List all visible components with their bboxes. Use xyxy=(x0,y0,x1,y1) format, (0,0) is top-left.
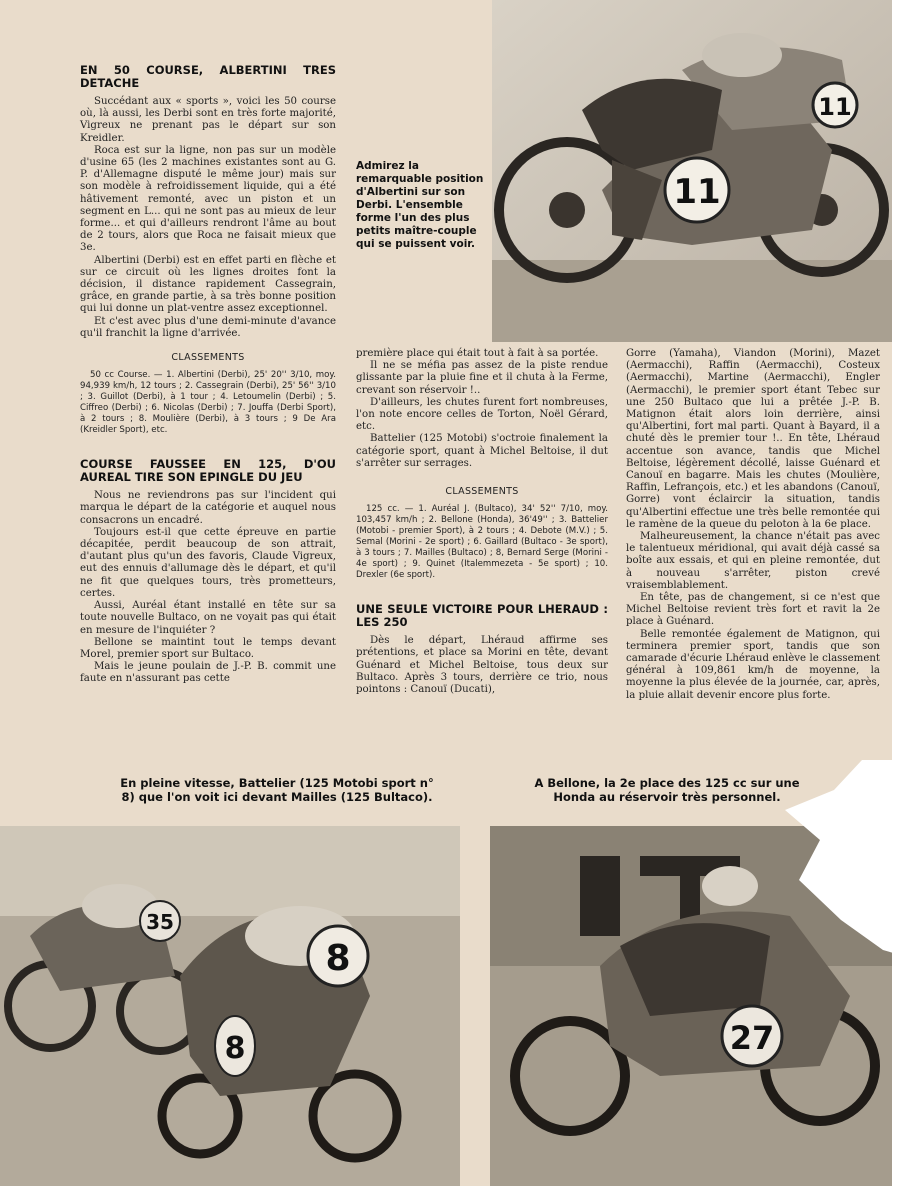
heading-250cc: UNE SEULE VICTOIRE POUR LHERAUD : LES 250 xyxy=(356,602,608,630)
heading-50cc: EN 50 COURSE, ALBERTINI TRES DETACHE xyxy=(80,63,336,90)
results-50cc xyxy=(80,370,336,436)
paragraph: Dès le départ, Lhéraud affirme ses prétentions, et place sa Morini en tête, devant Guénard et Michel Beltoise, tous deux sur Bultaco. Après 3 tours, derrière ce trio, nous pointons : Canouï (Ducati), xyxy=(356,635,608,696)
paragraph: En tête, pas de changement, si ce n'est que Michel Beltoise revient très fort et ravit la 2e place à Guénard. xyxy=(626,592,880,628)
photo-battelier-mailles xyxy=(0,826,460,1186)
caption-bottom-left: En pleine vitesse, Battelier (125 Motobi sport n° 8) que l'on voit ici devant Mailles (125 Bultaco). xyxy=(120,776,434,804)
paragraph: Belle remontée également de Matignon, qui terminera premier sport, tandis que son camarade d'écurie Lhéraud enlève le classement général à 109,861 km/h de moyenne, la moyenne la plus élevée de la journée, car, après, la pluie allait devenir encore plus forte. xyxy=(626,628,880,701)
heading-125cc: COURSE FAUSSEE EN 125, D'OU AUREAL TIRE SON EPINGLE DU JEU xyxy=(80,457,336,485)
paragraph: Et c'est avec plus d'une demi-minute d'avance qu'il franchit la ligne d'arrivée. xyxy=(80,315,336,339)
results-125cc-text: 125 cc. — 1. Auréal J. (Bultaco), 34' 52'' 7/10, moy. 103,457 km/h ; 2. Bellone (Honda), 36'49'' ; 3. Battelier (Motobi - premier Sport), à 2 tours ; 4. Debote (M.V.) ; 5. Semal (Morini - 2e sport) ; 6. Gaillard (Bultaco - 3e sport), à 3 tours ; 7. Mailles (Bultaco) ; 8, Bernard Serge (Morini - 4e sport) ; 9. Quinet (Italemmezeta - 5e sport) ; 10. Drexler (6e sport). xyxy=(356,504,608,581)
bike-number-8-side: 8 xyxy=(325,938,351,979)
bike-number-11-front: 11 xyxy=(673,172,721,212)
column-2 xyxy=(356,348,608,696)
photo-albertini-graphic xyxy=(492,0,892,342)
paragraph: Nous ne reviendrons pas sur l'incident qui marqua le départ de la catégorie et auquel nous consacrons un encadré. xyxy=(80,490,336,526)
bike-number-27: 27 xyxy=(729,1019,775,1057)
bike-number-35: 35 xyxy=(146,910,174,934)
paragraph: D'ailleurs, les chutes furent fort nombreuses, l'on note encore celles de Torton, Noël Gérard, etc. xyxy=(356,396,608,433)
bike-number-8-front: 8 xyxy=(224,1031,246,1066)
bike-number-11-rear: 11 xyxy=(818,93,852,121)
paragraph: première place qui était tout à fait à sa portée. xyxy=(356,348,599,359)
paragraph: Gorre (Yamaha), Viandon (Morini), Mazet (Aermacchi), Raffin (Aermacchi), Costeux (Aermacchi), Martine (Aermacchi), Engler (Aermacchi), le premier sport étant Tebec sur une 250 Bultaco que lui a prêtée J.-P. B. Matignon était alors loin derrière, ainsi qu'Albertini, fort mal parti. Quant à Bayard, il a chuté dès le premier tour !.. En tête, Lhéraud accentue son avance, tandis que Michel Beltoise, légèrement décollé, laisse Guénard et Canouï en bagarre. Mais les chutes (Moulière, Raffin, Lefrançois, etc.) et les abandons (Canouï, Gorre) vont éclaircir la situation, tandis qu'Albertini effectue une très belle remontée qui le ramène de la queue du peloton à la 6e place. xyxy=(626,348,880,530)
photo-battelier-graphic xyxy=(0,826,460,1186)
paragraph: Bellone se maintint tout le temps devant Morel, premier sport sur Bultaco. xyxy=(80,636,336,660)
column-1 xyxy=(80,64,336,686)
classements-title: CLASSEMENTS xyxy=(171,352,245,364)
caption-top-photo: Admirez la remarquable position d'Albertini sur son Derbi. L'ensemble forme l'un des plus petits maître-couple qui se puissent voir. xyxy=(356,160,484,250)
column-3 xyxy=(626,348,880,702)
paragraph: Il ne se méfia pas assez de la piste rendue glissante par la pluie fine et il chuta à la Ferme, crevant son réservoir !.. xyxy=(356,360,608,396)
paragraph: Roca est sur la ligne, non pas sur un modèle d'usine 65 (les 2 machines existantes sont au G. P. d'Allemagne disputé le même jour) mais sur son modèle à refroidissement liquide, qui a été hâtivement remonté, avec un piston et un segment en L... qui ne sont pas au mieux de leur forme... et qui d'ailleurs rendront l'âme au bout de 2 tours, alors que Roca ne faisait mieux que 3e. xyxy=(80,144,336,254)
paragraph: Toujours est-il que cette épreuve en partie décapitée, perdit beaucoup de son attrait, d'autant plus qu'un des favoris, Claude Vigreux, eut des ennuis d'allumage dès le départ, et qu'il ne fit que quelques tours, très prometteurs, certes. xyxy=(80,526,336,599)
paragraph: Battelier (125 Motobi) s'octroie finalement la catégorie sport, quant à Michel Beltoise, il dut s'arrêter sur serrages. xyxy=(356,433,608,469)
paragraph: Succédant aux « sports », voici les 50 course où, là aussi, les Derbi sont en très forte majorité, Vigreux ne prenant pas le départ sur son Kreidler. xyxy=(80,96,336,144)
paragraph: Albertini (Derbi) est en effet parti en flèche et sur ce circuit où les lignes droites font la décision, il distance rapidement Cassegrain, grâce, en grande partie, à sa très bonne position qui lui donne un plat-ventre assez exceptionnel. xyxy=(80,254,336,315)
paragraph: Mais le jeune poulain de J.-P. B. commit une faute en n'assurant pas cette xyxy=(80,661,336,685)
classements-title: CLASSEMENTS xyxy=(445,486,519,498)
paragraph: Aussi, Auréal étant installé en tête sur sa toute nouvelle Bultaco, on ne voyait pas qui était en mesure de l'inquiéter ? xyxy=(80,600,336,636)
results-50cc-text: 50 cc Course. — 1. Albertini (Derbi), 25' 20'' 3/10, moy. 94,939 km/h, 12 tours ; 2. Cassegrain (Derbi), 25' 56'' 3/10 ; 3. Guillot (Derbi), à 1 tour ; 4. Letoumelin (Derbi) ; 5. Ciffreo (Derbi) ; 6. Nicolas (Derbi) ; 7. Jouffa (Derbi Sport), à 2 tours ; 8. Moulière (Derbi), à 3 tours ; 9 De Ara (Kreidler Sport), etc. xyxy=(80,370,336,436)
paragraph: Malheureusement, la chance n'était pas avec le talentueux méridional, qui avait déjà cassé sa boîte aux essais, et qui en pleine remontée, dut à nouveau s'arrêter, piston crevé vraisemblablement. xyxy=(626,531,880,591)
caption-bottom-right: A Bellone, la 2e place des 125 cc sur une Honda au réservoir très personnel. xyxy=(534,776,800,804)
photo-albertini-derbi xyxy=(492,0,892,342)
results-125cc xyxy=(356,504,608,581)
